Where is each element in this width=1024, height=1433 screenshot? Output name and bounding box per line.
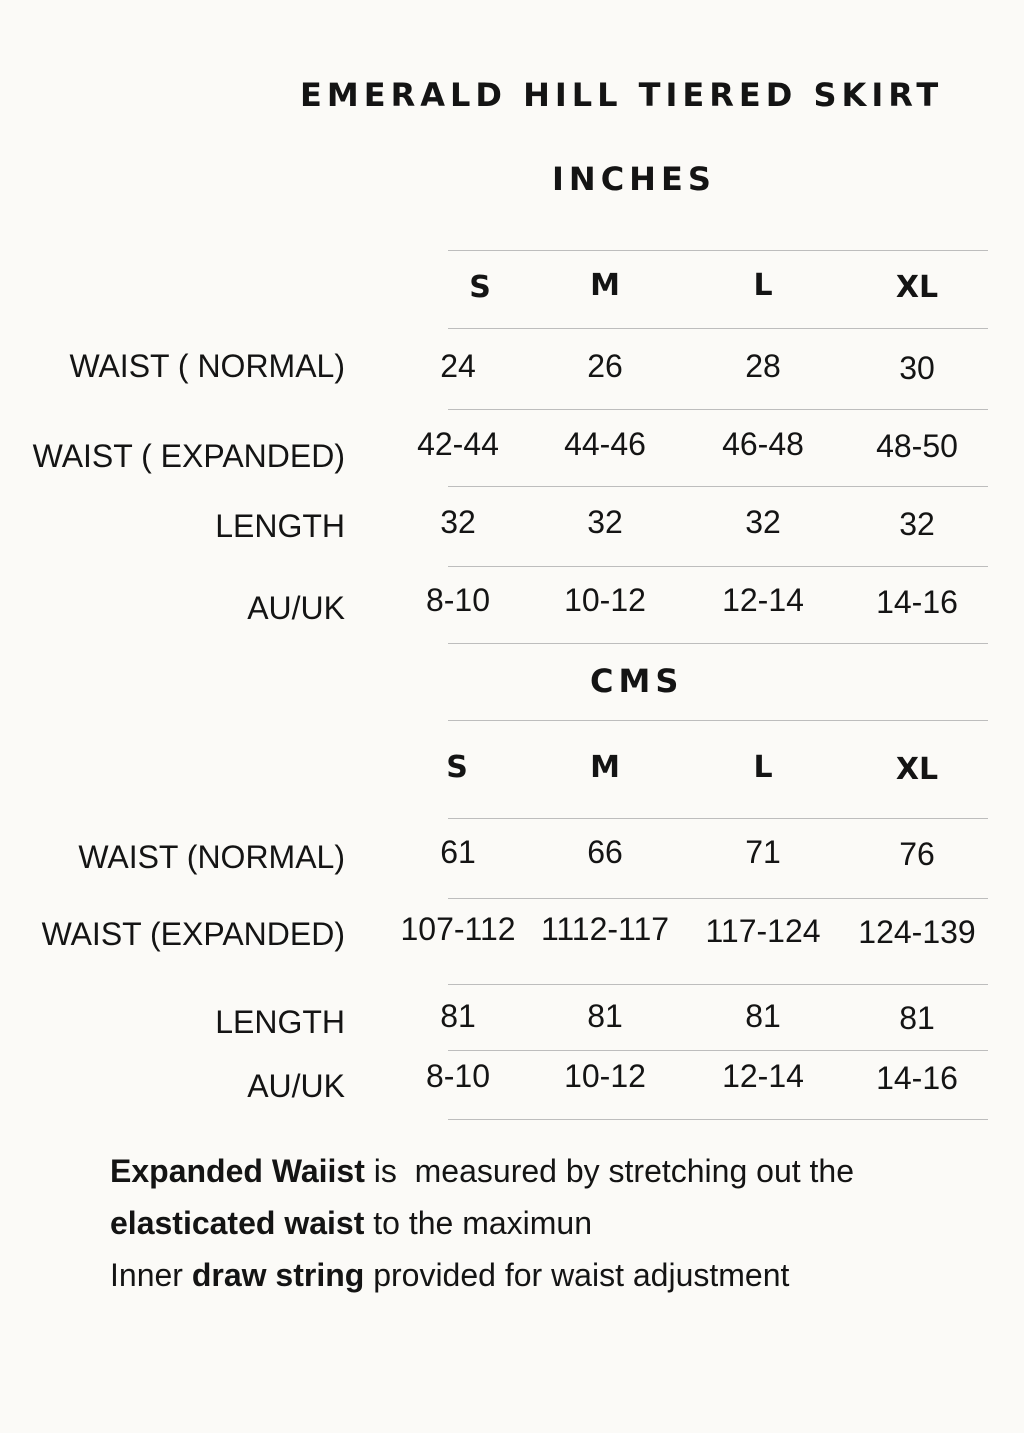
table-cell: 8-10 bbox=[425, 1058, 491, 1094]
note-text: Inner bbox=[110, 1257, 192, 1293]
size-header-l: L bbox=[753, 268, 773, 303]
table-cell: 46-48 bbox=[722, 426, 804, 462]
table-cell: 28 bbox=[745, 348, 781, 384]
divider bbox=[448, 328, 988, 329]
table-cell: 32 bbox=[440, 504, 476, 540]
note-text: provided for waist adjustment bbox=[364, 1257, 790, 1293]
note-line-1 bbox=[110, 1153, 990, 1190]
size-header-m: M bbox=[590, 268, 620, 303]
table-cell: 81 bbox=[899, 1000, 935, 1036]
size-header-l: L bbox=[753, 750, 773, 785]
table-cell: 12-14 bbox=[722, 582, 804, 618]
row-label-waist-normal: WAIST ( NORMAL) bbox=[69, 348, 345, 384]
size-header-s: S bbox=[469, 270, 491, 305]
table-cell: 8-10 bbox=[425, 582, 491, 618]
page-title: EMERALD HILL TIERED SKIRT bbox=[300, 76, 944, 114]
note-bold-text: elasticated waist bbox=[110, 1205, 365, 1241]
table-cell: 81 bbox=[440, 998, 476, 1034]
divider bbox=[448, 250, 988, 251]
size-header-xl: XL bbox=[895, 752, 939, 787]
table-cell: 81 bbox=[587, 998, 623, 1034]
row-label-length: LENGTH bbox=[215, 1004, 345, 1040]
table-cell: 44-46 bbox=[564, 426, 646, 462]
table-cell: 32 bbox=[899, 506, 935, 542]
note-text: is measured by stretching out the bbox=[364, 1153, 854, 1189]
divider bbox=[448, 409, 988, 410]
table-cell: 32 bbox=[587, 504, 623, 540]
table-cell: 26 bbox=[587, 348, 623, 384]
divider bbox=[448, 720, 988, 721]
size-header-s: S bbox=[446, 750, 468, 785]
table-cell: 42-44 bbox=[417, 426, 499, 462]
note-text: to the maximun bbox=[364, 1205, 592, 1241]
divider bbox=[448, 818, 988, 819]
table-cell: 107-112 bbox=[400, 911, 516, 947]
table-cell: 12-14 bbox=[722, 1058, 804, 1094]
size-header-m: M bbox=[590, 750, 620, 785]
row-label-au-uk: AU/UK bbox=[247, 590, 345, 626]
table-cell: 30 bbox=[899, 350, 935, 386]
table-cell: 124-139 bbox=[858, 914, 976, 950]
divider bbox=[448, 898, 988, 899]
divider bbox=[448, 566, 988, 567]
table-cell: 14-16 bbox=[876, 1060, 958, 1096]
table-cell: 14-16 bbox=[876, 584, 958, 620]
divider bbox=[448, 1119, 988, 1120]
note-bold-text: Expanded Waiist bbox=[110, 1153, 365, 1189]
table-cell: 10-12 bbox=[564, 1058, 646, 1094]
note-line-2 bbox=[110, 1205, 990, 1242]
table-cell: 117-124 bbox=[705, 913, 821, 949]
table-cell: 66 bbox=[587, 834, 623, 870]
table-cell: 10-12 bbox=[564, 582, 646, 618]
row-label-au-uk: AU/UK bbox=[247, 1068, 345, 1104]
divider bbox=[448, 984, 988, 985]
divider bbox=[448, 486, 988, 487]
table-cell: 76 bbox=[899, 836, 935, 872]
row-label-waist-expanded: WAIST (EXPANDED) bbox=[41, 916, 345, 952]
size-header-xl: XL bbox=[895, 270, 939, 305]
table-cell: 61 bbox=[440, 834, 476, 870]
note-bold-text: draw string bbox=[191, 1257, 365, 1293]
table-cell: 71 bbox=[745, 834, 781, 870]
note-line-3 bbox=[110, 1257, 990, 1294]
table-cell: 24 bbox=[440, 348, 476, 384]
inches-heading: INCHES bbox=[552, 160, 716, 198]
table-cell: 1112-117 bbox=[540, 911, 670, 947]
divider bbox=[448, 1050, 988, 1051]
table-cell: 81 bbox=[745, 998, 781, 1034]
row-label-waist-normal: WAIST (NORMAL) bbox=[78, 839, 345, 875]
table-cell: 48-50 bbox=[876, 428, 958, 464]
table-cell: 32 bbox=[745, 504, 781, 540]
row-label-length: LENGTH bbox=[215, 508, 345, 544]
cms-heading: CMS bbox=[590, 662, 684, 700]
divider bbox=[448, 643, 988, 644]
row-label-waist-expanded: WAIST ( EXPANDED) bbox=[32, 438, 345, 474]
